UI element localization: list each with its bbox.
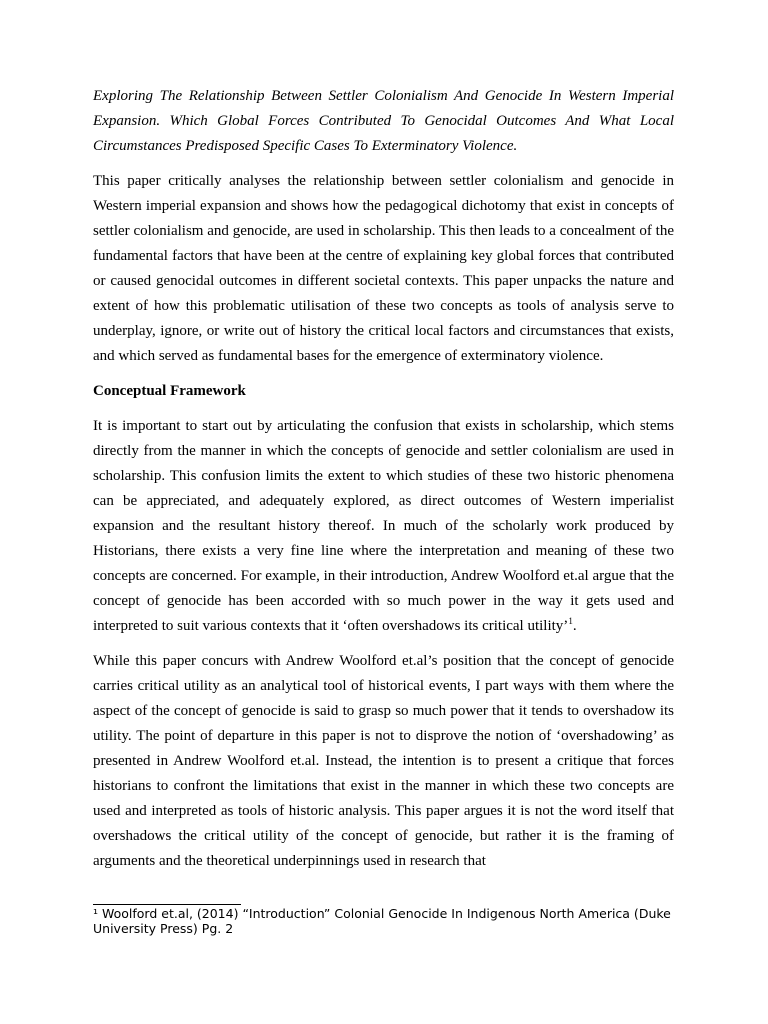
footnote-separator (93, 904, 241, 905)
document-title: Exploring The Relationship Between Settler Colonialism And Genocide In Western Imperial Expansion. Which Global Forces Contributed To Genocidal Outcomes And What Local Circumstances Predisposed Specific Cases To Exterminatory Violence. (93, 88, 674, 154)
paragraph-1-text: It is important to start out by articulating the confusion that exists in scholarship, which stems directly from the manner in which the concepts of genocide and settler colonialism are used in scholarship. This confusion limits the extent to which studies of these two historic phenomena can be appreciated, and adequately explored, as direct outcomes of Western imperialist expansion and the resultant history thereof. In much of the scholarly work produced by Historians, there exists a very fine line where the interpretation and meaning of these two concepts are concerned. For example, in their introduction, Andrew Woolford et.al argue that the concept of genocide has been accorded with so much power in the way it gets used and interpreted to suit various contexts that it ‘often overshadows its critical utility’ (93, 418, 674, 634)
footnote-reference[interactable]: 1 (568, 616, 573, 626)
paragraph-conceptual-2: While this paper concurs with Andrew Woolford et.al’s position that the concept of genocide carries critical utility as an analytical tool of historical events, I part ways with them where the aspect of the concept of genocide is said to grasp so much power that it tends to overshadow its utility. The point of departure in this paper is not to disprove the notion of ‘overshadowing’ as presented in Andrew Woolford et.al. Instead, the intention is to present a critique that forces historians to confront the limitations that exist in the manner in which these two concepts are used and interpreted as tools of historic analysis. This paper argues it is not the word itself that overshadows the critical utility of the concept of genocide, but rather it is the framing of arguments and the theoretical underpinnings used in research that (93, 653, 674, 869)
paragraph-conceptual-1 (93, 414, 674, 639)
section-heading: Conceptual Framework (93, 383, 246, 399)
paragraph-1-end: . (572, 618, 577, 634)
body-text (93, 84, 674, 884)
abstract-paragraph: This paper critically analyses the relationship between settler colonialism and genocide in Western imperial expansion and shows how the pedagogical dichotomy that exist in concepts of settler colonialism and genocide, are used in scholarship. This then leads to a concealment of the fundamental factors that have been at the centre of explaining key global forces that contributed or caused genocidal outcomes in different societal contexts. This paper unpacks the nature and extent of how this problematic utilisation of these two concepts as tools of analysis serve to underplay, ignore, or write out of history the critical local factors and circumstances that exists, and which served as fundamental bases for the emergence of exterminatory violence. (93, 173, 674, 364)
footnote: ¹ Woolford et.al, (2014) “Introduction” Colonial Genocide In Indigenous North America (Duke University Press) Pg. 2 (93, 906, 671, 936)
